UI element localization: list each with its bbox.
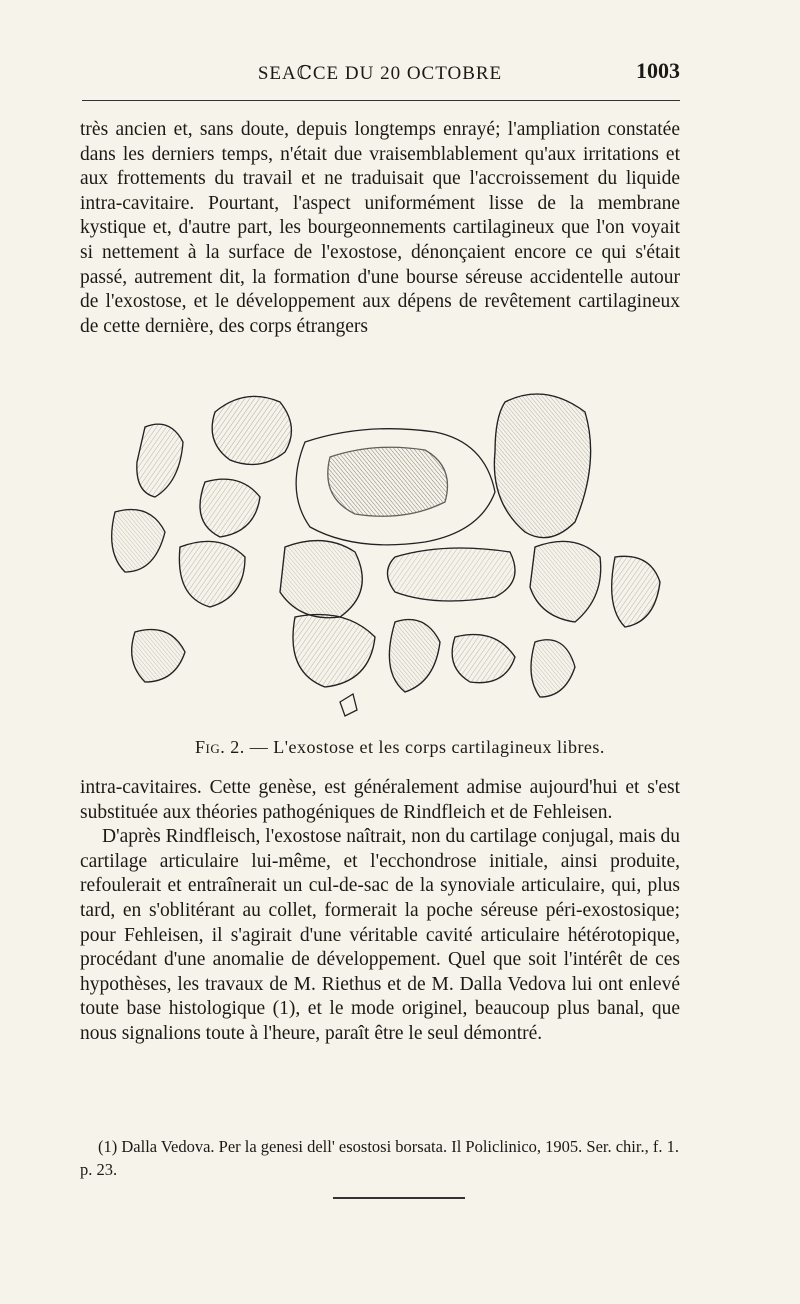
figure-caption-text: — L'exostose et les corps cartilagineux libres. [244, 737, 605, 757]
page-number: 1003 [636, 58, 680, 83]
page-header [80, 58, 680, 88]
header-rule [82, 100, 680, 101]
paragraph: très ancien et, sans doute, depuis longtemps enrayé; l'ampliation constatée dans les derniers temps, n'était due vraisemblablement qu'aux irritations et aux frottements du travail et ne traduisait que l'accroissement du liquide intra-cavitaire. Pourtant, l'aspect uniformément lisse de la membrane kystique et, d'autre part, les bourgeonnements cartilagineux que l'on voyait si nettement à la surface de l'exostose, dénonçaient encore ce qui s'était passé, autrement dit, la formation d'une bourse séreuse accidentelle autour de l'exostose, et le développement aux dépens de revêtement cartilagineux de cette dernière, des corps étrangers [80, 119, 680, 337]
figure-label: Fig. 2. [195, 737, 245, 757]
figure-caption [0, 737, 800, 758]
footnote [80, 1135, 680, 1181]
running-title: SEAℂCE DU 20 OCTOBRE [257, 63, 503, 84]
closing-rule [333, 1197, 465, 1199]
body-text-bottom [80, 776, 680, 1047]
paragraph: D'après Rindfleisch, l'exostose naîtrait, non du cartilage conjugal, mais du cartilage articulaire lui-même, et l'ecchondrose initiale, ainsi produite, refoulerait et entraînerait un cul-de-sac de la synoviale articulaire, qui, plus tard, en s'oblitérant au collet, formerait la poche séreuse péri-exostosique; pour Fehleisen, il s'agirait d'une véritable cavité articulaire hétérotopique, procédant d'une anomalie de développement. Quel que soit l'intérêt de ces hypothèses, les travaux de M. Riethus et de M. Dalla Vedova lui ont enlevé toute base histologique (1), et le mode originel, beaucoup plus banal, que nous signalions toute à l'heure, paraît être le seul démontré. [80, 826, 680, 1044]
paragraph: intra-cavitaires. Cette genèse, est généralement admise aujourd'hui et s'est substituée aux théories pathogéniques de Rindfleich et de Fehleisen. [80, 777, 680, 823]
figure-illustration [95, 382, 670, 727]
footnote-text: (1) Dalla Vedova. Per la genesi dell' esostosi borsata. Il Policlinico, 1905. Ser. chir., f. 1. p. 23. [80, 1137, 679, 1179]
body-text-top [80, 118, 680, 339]
